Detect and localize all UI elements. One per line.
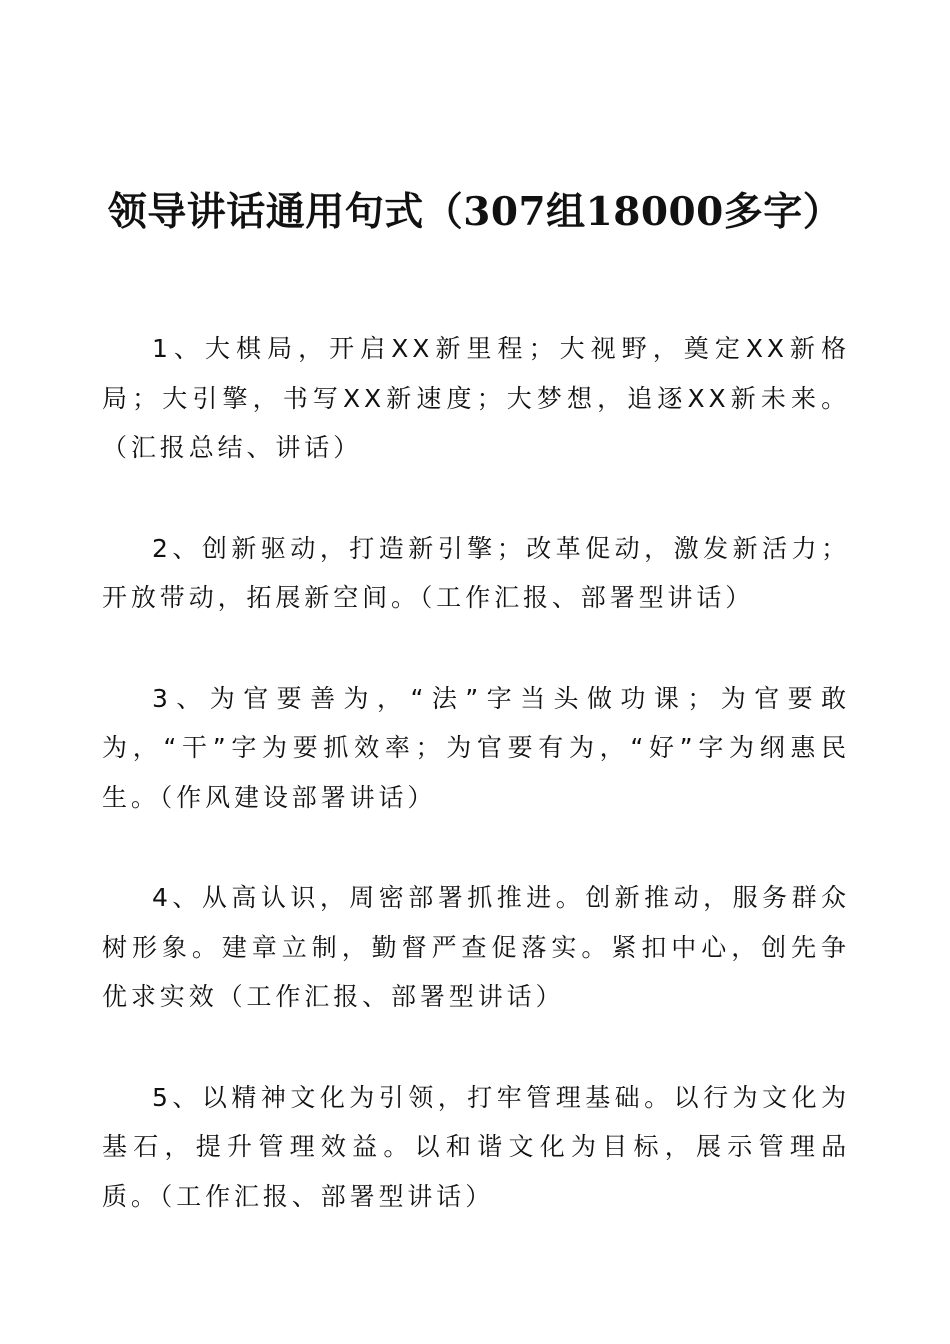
paragraph-5: 5、以精神文化为引领，打牢管理基础。以行为文化为基石，提升管理效益。以和谐文化为目标，展示管理品质。（工作汇报、部署型讲话） — [102, 1082, 850, 1211]
paragraph-1: 1、大棋局，开启XX新里程；大视野，奠定XX新格局；大引擎，书写XX新速度；大梦想，追逐XX新未来。（汇报总结、讲话） — [102, 334, 850, 462]
paragraph-4: 4、从高认识，周密部署抓推进。创新推动，服务群众树形象。建章立制，勤督严查促落实。紧扣中心，创先争优求实效（工作汇报、部署型讲话） — [102, 883, 850, 1011]
paragraph-2: 2、创新驱动，打造新引擎；改革促动，激发新活力；开放带动，拓展新空间。（工作汇报、部署型讲话） — [102, 533, 850, 612]
document-body — [102, 324, 850, 1272]
paragraph-3: 3、为官要善为，“法”字当头做功课；为官要敢为，“干”字为要抓效率；为官要有为，“好”字为纲惠民生。（作风建设部署讲话） — [102, 683, 850, 812]
document-title: 领导讲话通用句式（307组18000多字） — [107, 189, 843, 235]
